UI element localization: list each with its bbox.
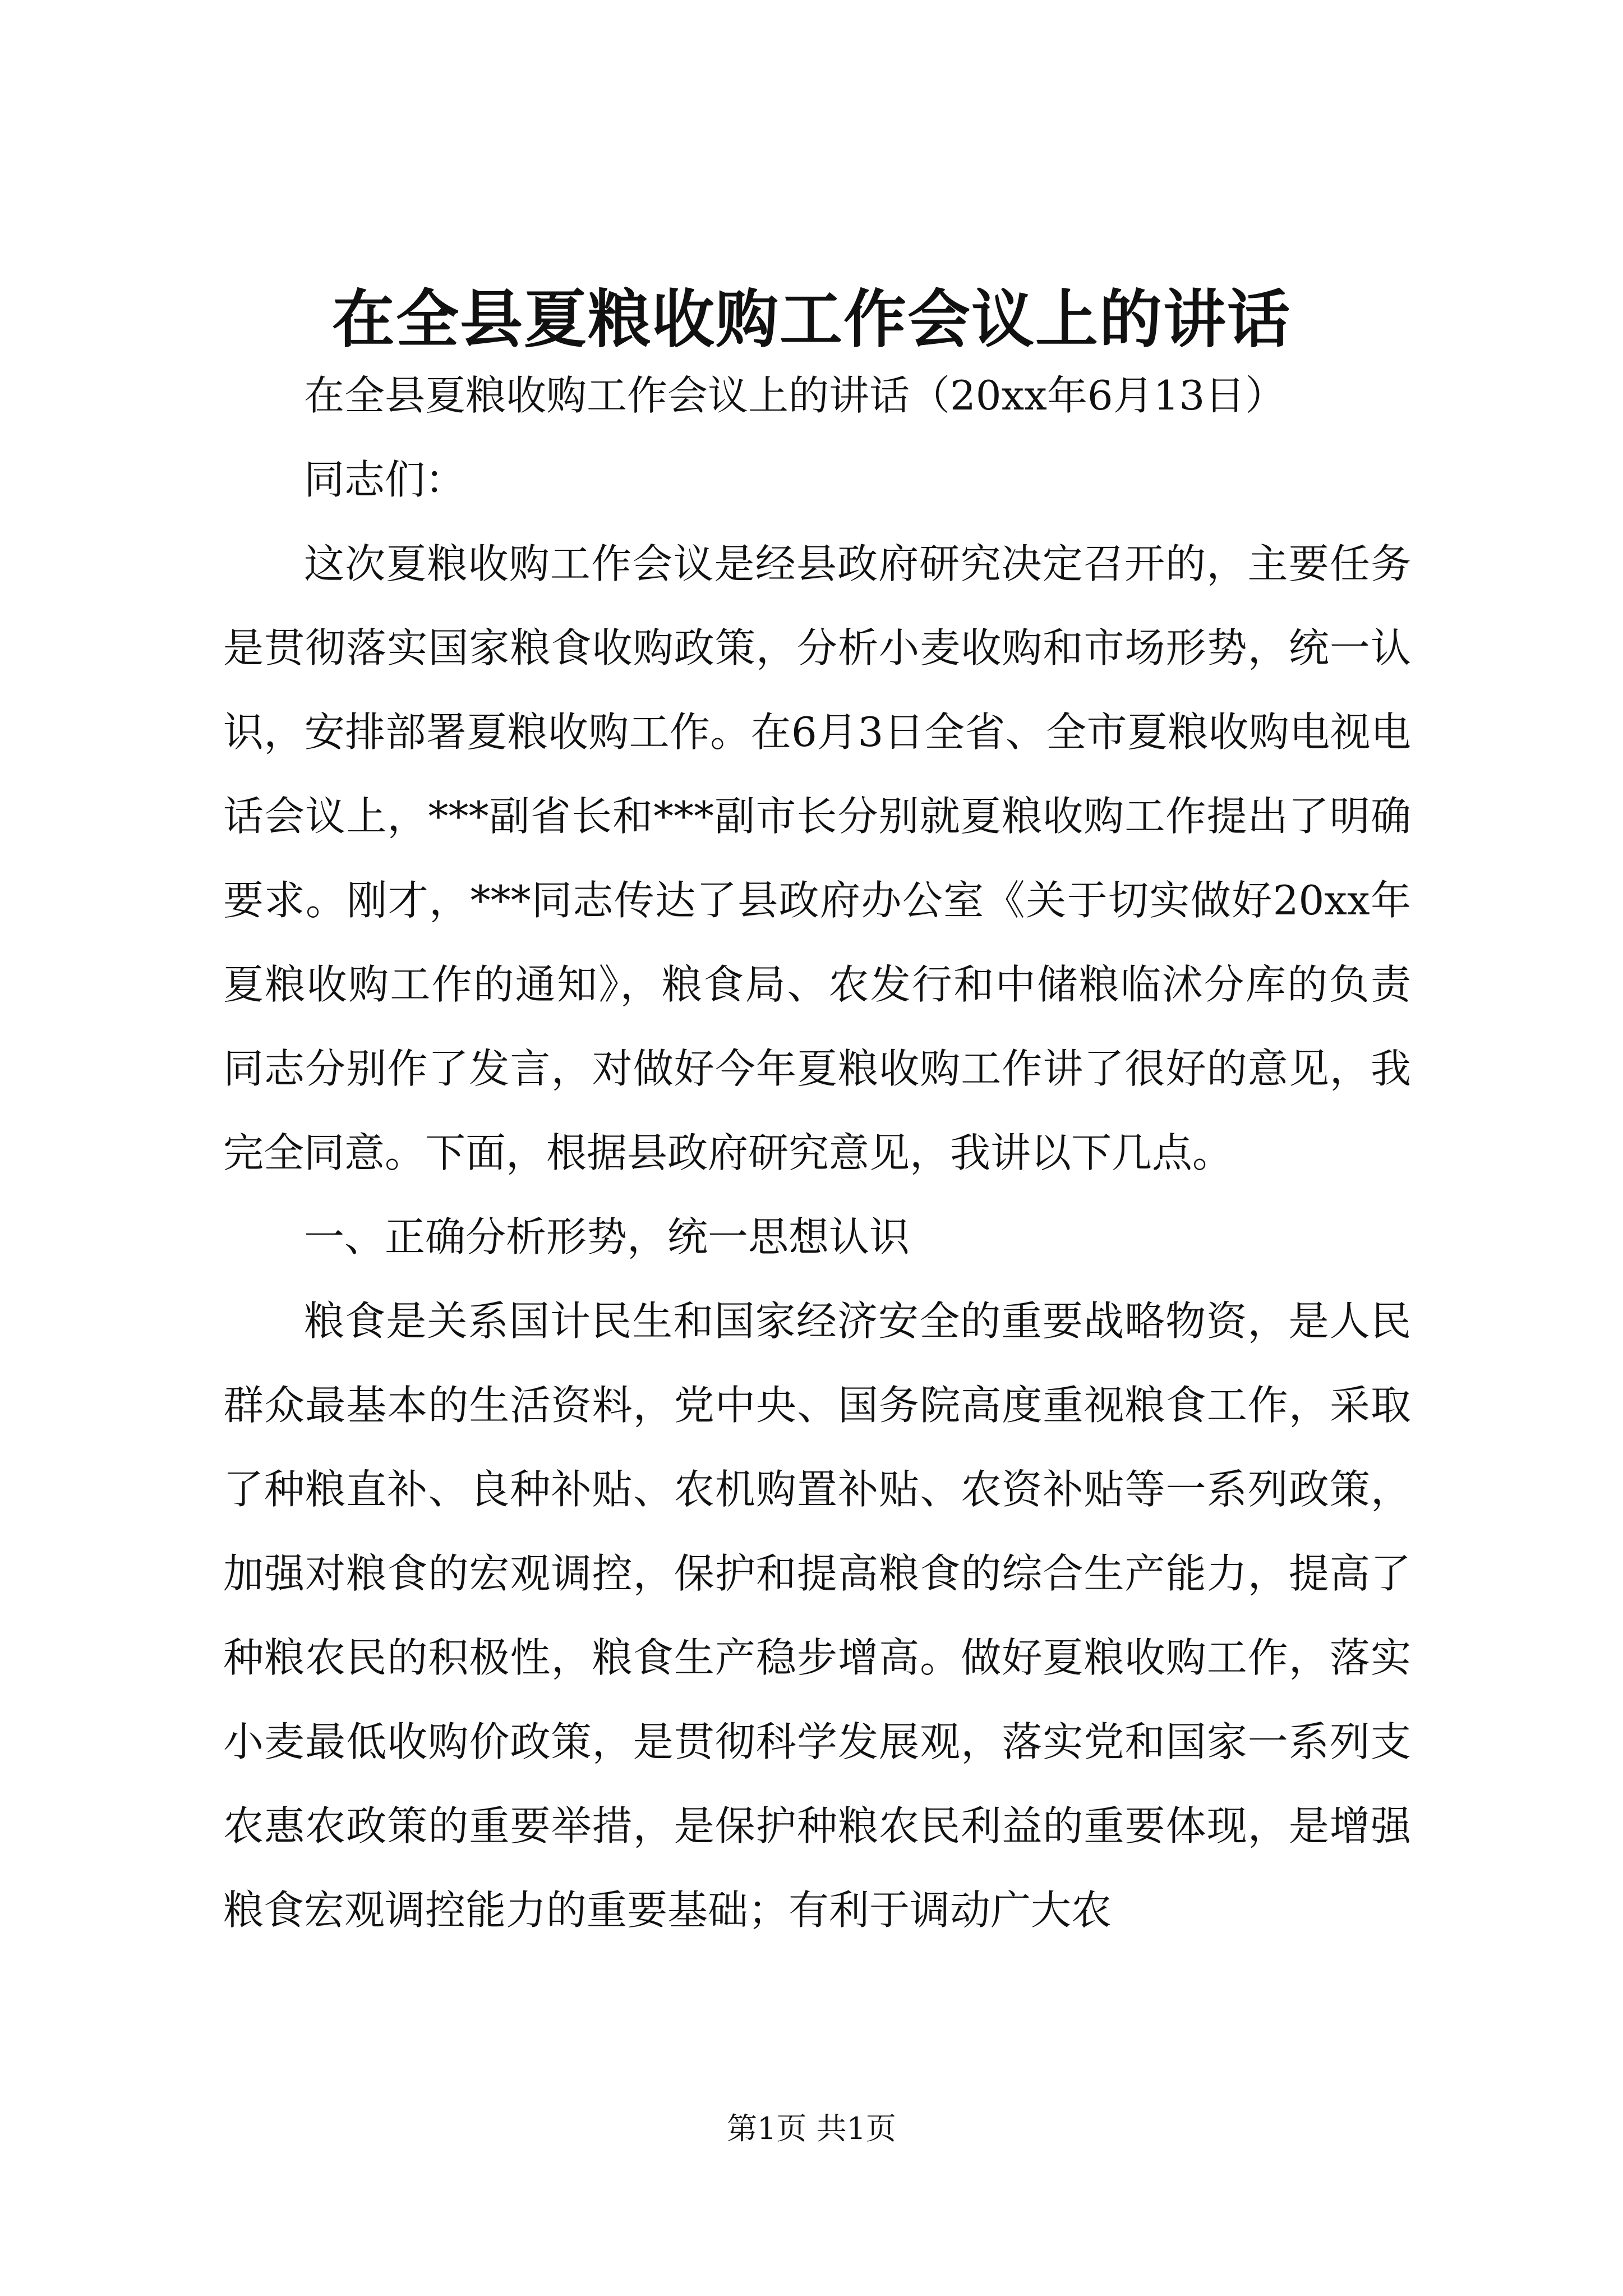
section-1-paragraph: 粮食是关系国计民生和国家经济安全的重要战略物资，是人民群众最基本的生活资料，党中央、国务院高度重视粮食工作，采取了种粮直补、良种补贴、农机购置补贴、农资补贴等一系列政策，加强对粮食的宏观调控，保护和提高粮食的综合生产能力，提高了种粮农民的积极性，粮食生产稳步增高。做好夏粮收购工作，落实小麦最低收购价政策，是贯彻科学发展观，落实党和国家一系列支农惠农政策的重要举措，是保护种粮农民利益的重要体现，是增强粮食宏观调控能力的重要基础；有利于调动广大农 (223, 1297, 1411, 1934)
document-body (223, 353, 1411, 1952)
dated-subtitle-paragraph: 在全县夏粮收购工作会议上的讲话（20xx年6月13日） (304, 372, 1286, 419)
salutation-paragraph: 同志们： (304, 456, 466, 503)
section-heading-1: 一、正确分析形势，统一思想认识 (304, 1213, 910, 1260)
intro-paragraph: 这次夏粮收购工作会议是经县政府研究决定召开的，主要任务是贯彻落实国家粮食收购政策，分析小麦收购和市场形势，统一认识，安排部署夏粮收购工作。在6月3日全省、全市夏粮收购电视电话会议上，***副省长和***副市长分别就夏粮收购工作提出了明确要求。刚才，***同志传达了县政府办公室《关于切实做好20xx年夏粮收购工作的通知》，粮食局、农发行和中储粮临沭分库的负责同志分别作了发言，对做好今年夏粮收购工作讲了很好的意见，我完全同意。下面，根据县政府研究意见，我讲以下几点。 (223, 540, 1411, 1176)
document-title: 在全县夏粮收购工作会议上的讲话 (332, 283, 1291, 356)
page-footer: 第1页 共1页 (727, 2111, 896, 2146)
